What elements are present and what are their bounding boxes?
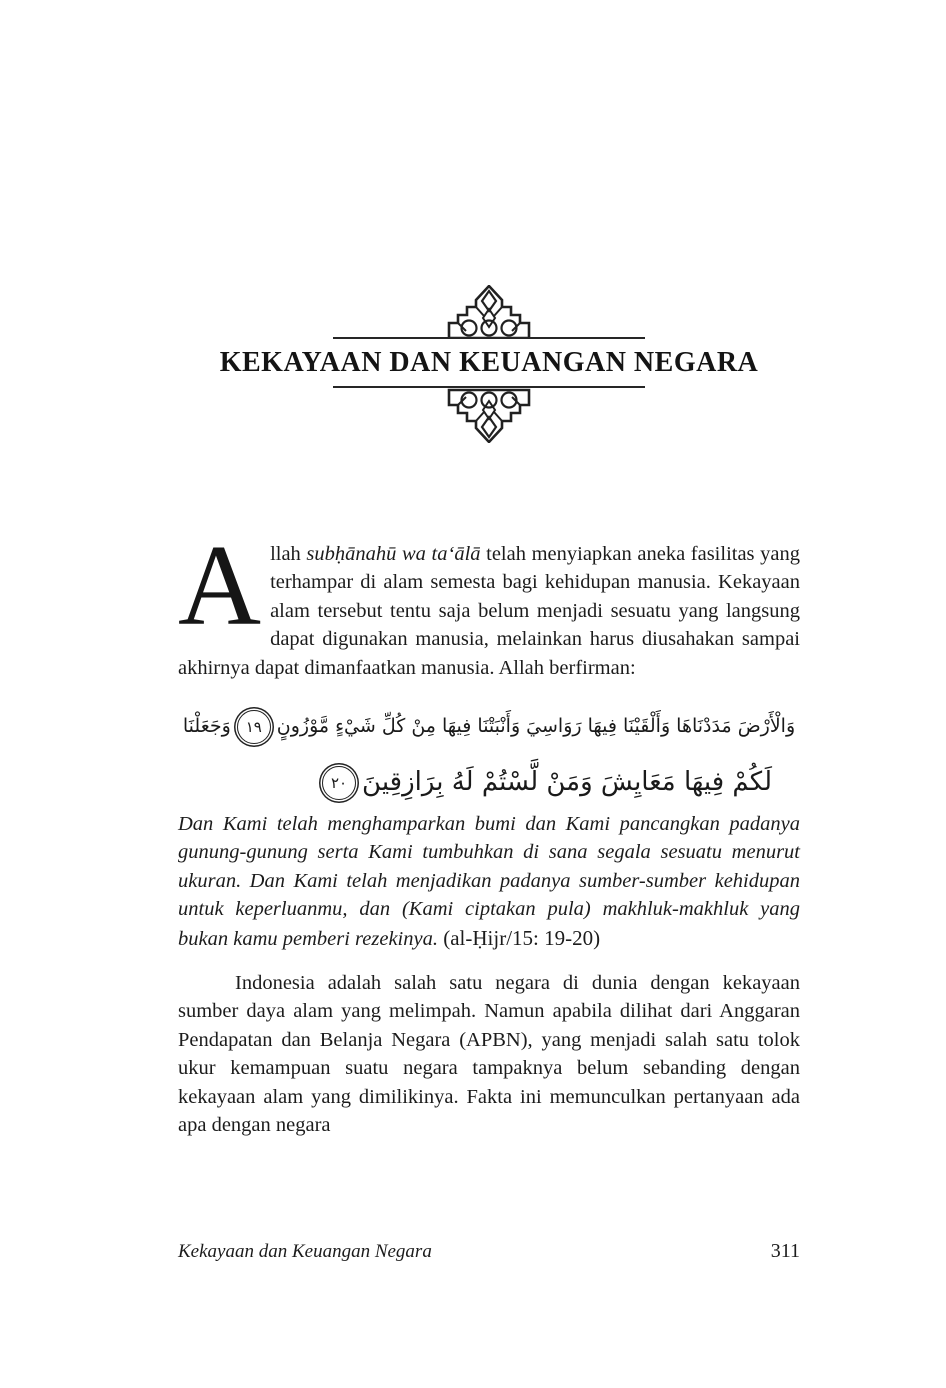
ayah-20-number: ٢٠ [330,773,348,792]
page-number: 311 [770,1240,800,1262]
verse-translation [178,810,800,953]
ayah-19-marker [237,710,271,744]
quran-line-2-text: لَكُمْ فِيهَا مَعَايِشَ وَمَنْ لَّسْتُمْ لَهُ بِرَازِقِينَ [362,767,772,798]
quran-line-1-continuation: وَجَعَلْنَا [182,715,231,738]
chapter-title: KEKAYAAN DAN KEUANGAN NEGARA [219,347,759,378]
second-paragraph: Indonesia adalah salah satu negara di dunia dengan kekayaan sumber daya alam yang melimpah. Namun apabila dilihat dari Anggaran Pendapatan dan Belanja Negara (APBN), yang menjadi salah satu tolok ukur kemampuan suatu negara tampaknya belum sebanding dengan kekayaan alam yang dimilikinya. Fakta ini memunculkan pertanyaan ada apa dengan negara [178,972,800,1137]
quran-line-2 [178,754,800,810]
quran-line-1-text: وَالْأَرْضَ مَدَدْنَاهَا وَأَلْقَيْنَا فِيهَا رَوَاسِيَ وَأَنْبَتْنَا فِيهَا مِنْ كُلِّ شَيْءٍ مَّوْزُونٍ [276,715,796,738]
page-footer [178,1240,800,1263]
page-content [178,522,800,1140]
verse-reference: (al-Ḥijr/15: 19-20) [437,925,601,950]
running-footer-title: Kekayaan dan Keuangan Negara [178,1241,432,1262]
quran-line-1 [178,698,800,754]
ayah-20-marker [322,766,356,800]
translation-text: Dan Kami telah menghamparkan bumi dan Kami pancangkan padanya gunung-gunung serta Kami tumbuhkan di sana segala sesuatu menurut ukuran. Dan Kami telah menjadikan padanya sumber-sumber kehidupan untuk keperluanmu, dan (Kami ciptakan pula) makhluk-makhluk yang bukan kamu pemberi rezekinya. [178,813,800,950]
ayah-19-number: ١٩ [245,717,262,736]
opening-text-start: llah [270,543,307,565]
chapter-header [178,285,800,443]
dropcap-letter: A [178,522,262,649]
quran-verse-block [178,698,800,810]
opening-paragraph [178,522,800,682]
honorific-phrase: subḥānahū wa ta‘ālā [306,543,481,565]
opening-text-rest: telah menyiapkan aneka fasilitas yang terhampar di alam semesta bagi kehidupan manusia. Kekayaan alam tersebut tentu saja belum menjadi sesuatu yang langsung dapat digunakan manusia, melainkan harus diusahakan sampai akhirnya dapat dimanfaatkan manusia. Allah berfirman: [178,543,800,679]
